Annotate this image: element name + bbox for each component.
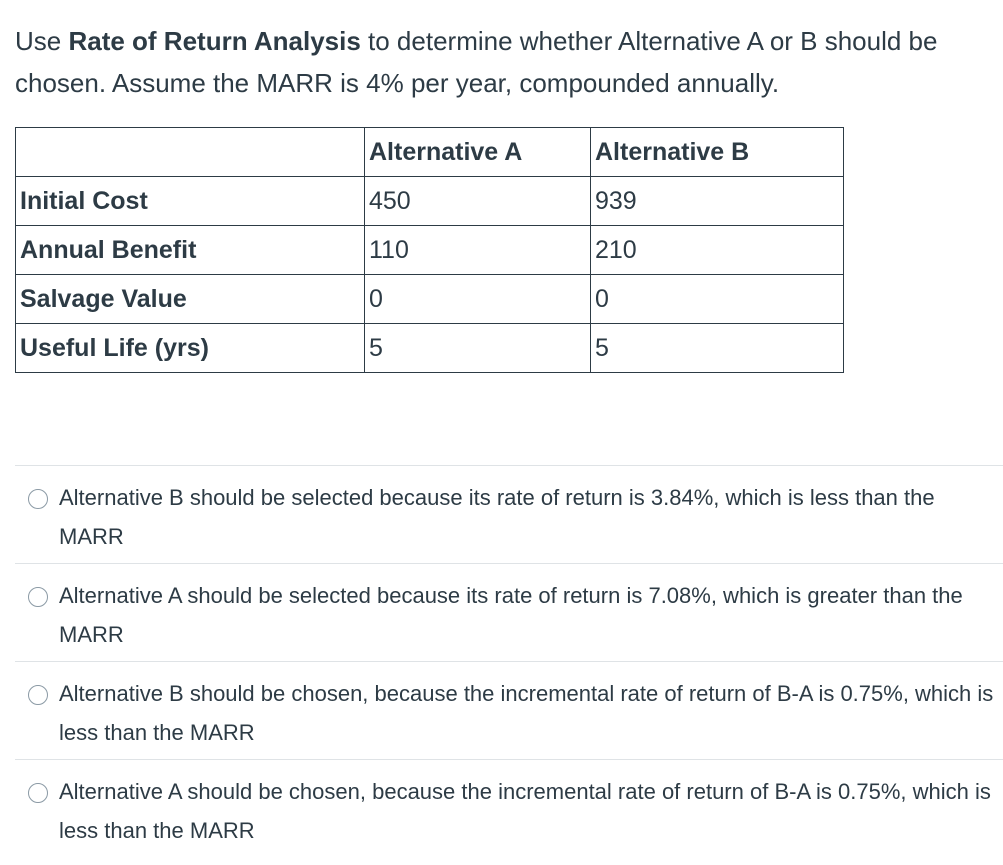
answer-text[interactable]: Alternative A should be chosen, because the incremental rate of return of B-A is 0.75%, which is less than the MARR xyxy=(59,779,991,843)
answer-option-2[interactable] xyxy=(15,563,1003,661)
cell-alternative-b: 5 xyxy=(591,324,844,373)
table-row-annual-benefit xyxy=(16,226,844,275)
answer-text[interactable]: Alternative B should be chosen, because the incremental rate of return of B-A is 0.75%, which is less than the MARR xyxy=(59,681,994,745)
cell-alternative-a: 110 xyxy=(365,226,591,275)
answer-option-4[interactable] xyxy=(15,759,1003,857)
table-header-row xyxy=(16,128,844,177)
cell-alternative-b: 210 xyxy=(591,226,844,275)
table-row-useful-life xyxy=(16,324,844,373)
row-label: Salvage Value xyxy=(16,275,365,324)
question-text xyxy=(15,20,995,104)
answer-text[interactable]: Alternative B should be selected because its rate of return is 3.84%, which is less than the MARR xyxy=(59,485,935,549)
cell-alternative-b: 0 xyxy=(591,275,844,324)
table-header-empty xyxy=(16,128,365,177)
radio-button[interactable] xyxy=(28,587,48,607)
table-header-alternative-a: Alternative A xyxy=(365,128,591,177)
row-label: Annual Benefit xyxy=(16,226,365,275)
answer-text[interactable]: Alternative A should be selected because its rate of return is 7.08%, which is greater than the MARR xyxy=(59,583,963,647)
cell-alternative-b: 939 xyxy=(591,177,844,226)
radio-button[interactable] xyxy=(28,685,48,705)
cell-alternative-a: 450 xyxy=(365,177,591,226)
answer-option-3[interactable] xyxy=(15,661,1003,759)
answer-options xyxy=(15,465,1003,857)
table-header-alternative-b: Alternative B xyxy=(591,128,844,177)
row-label: Initial Cost xyxy=(16,177,365,226)
row-label: Useful Life (yrs) xyxy=(16,324,365,373)
radio-button[interactable] xyxy=(28,489,48,509)
question-prefix: Use xyxy=(15,26,69,56)
alternatives-table xyxy=(15,127,844,373)
cell-alternative-a: 0 xyxy=(365,275,591,324)
cell-alternative-a: 5 xyxy=(365,324,591,373)
question-bold-term: Rate of Return Analysis xyxy=(68,26,361,56)
question-suffix: to determine whether Alternative A or B should be chosen. Assume the MARR is 4% per year, compounded annually. xyxy=(15,26,938,98)
table-row-salvage-value xyxy=(16,275,844,324)
answer-option-1[interactable] xyxy=(15,465,1003,563)
radio-button[interactable] xyxy=(28,783,48,803)
table-row-initial-cost xyxy=(16,177,844,226)
